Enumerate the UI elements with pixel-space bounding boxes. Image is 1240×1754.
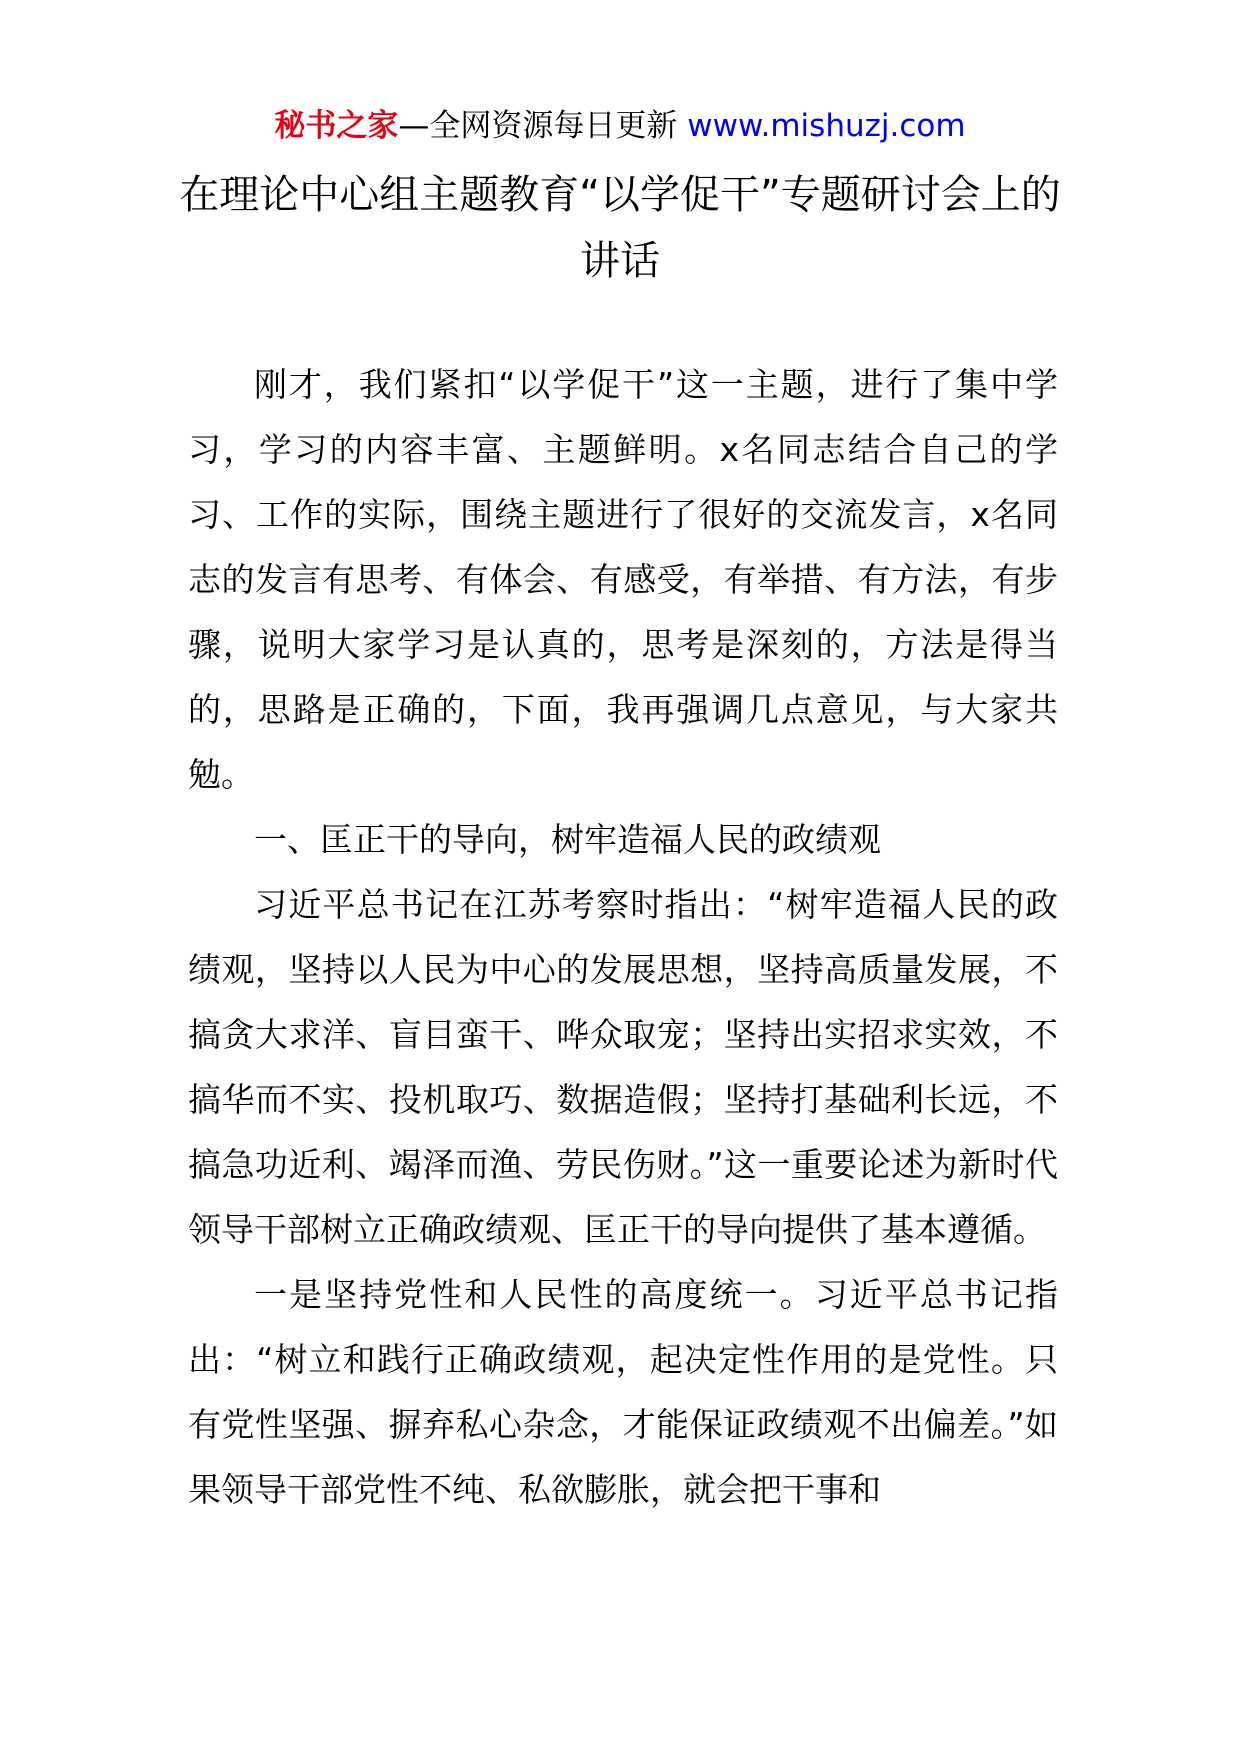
document-title: 在理论中心组主题教育“以学促干”专题研讨会上的讲话 bbox=[179, 172, 1061, 284]
site-url-link[interactable]: www.mishuzj.com bbox=[687, 108, 966, 144]
brand-name: 秘书之家 bbox=[274, 108, 399, 144]
paragraph-quote: 习近平总书记在江苏考察时指出：“树牢造福人民的政绩观，坚持以人民为中心的发展思想，坚持高质量发展，不搞贪大求洋、盲目蛮干、哗众取宠；坚持出实招求实效，不搞华而不实、投机取巧、数据造假；坚持打基础利长远，不搞急功近利、竭泽而渔、劳民伤财。”这一重要论述为新时代领导干部树立正确政绩观、匡正干的导向提供了基本遵循。 bbox=[188, 885, 1058, 1249]
site-header bbox=[0, 104, 1240, 148]
document-body bbox=[188, 352, 1058, 1522]
paragraph-intro: 刚才，我们紧扣“以学促干”这一主题，进行了集中学习，学习的内容丰富、主题鲜明。x名同志结合自己的学习、工作的实际，围绕主题进行了很好的交流发言，x名同志的发言有思考、有体会、有感受，有举措、有方法，有步骤，说明大家学习是认真的，思考是深刻的，方法是得当的，思路是正确的，下面，我再强调几点意见，与大家共勉。 bbox=[188, 365, 1058, 794]
paragraph-point-1: 一是坚持党性和人民性的高度统一。习近平总书记指出：“树立和践行正确政绩观，起决定性作用的是党性。只有党性坚强、摒弃私心杂念，才能保证政绩观不出偏差。”如果领导干部党性不纯、私欲膨胀，就会把干事和 bbox=[188, 1275, 1058, 1509]
section-heading-1: 一、匡正干的导向，树牢造福人民的政绩观 bbox=[254, 820, 881, 859]
header-tagline: —全网资源每日更新 bbox=[398, 108, 678, 144]
